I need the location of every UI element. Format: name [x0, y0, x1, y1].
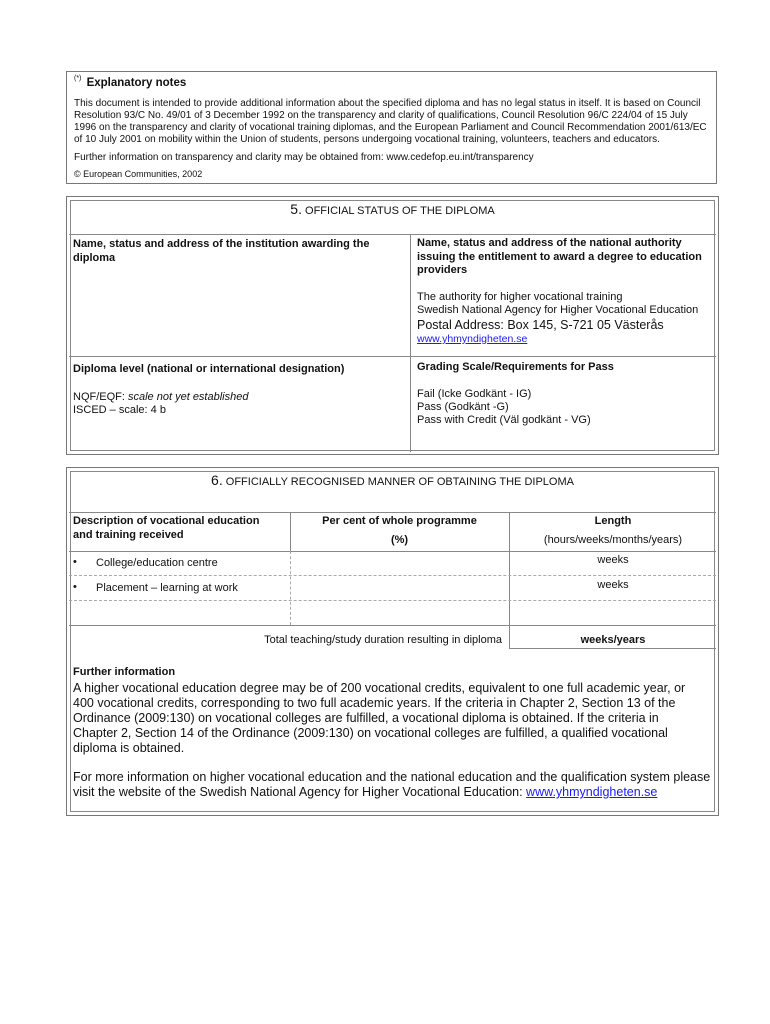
- authority-website-link[interactable]: www.yhmyndigheten.se: [417, 333, 528, 345]
- further-information-title: Further information: [73, 666, 176, 678]
- row-placement-length: weeks: [597, 579, 629, 591]
- col-percent-sub: (%): [390, 534, 409, 546]
- section-5-title: 5. OFFICIAL STATUS OF THE DIPLOMA: [290, 201, 495, 217]
- bullet-icon: •: [73, 581, 77, 593]
- diploma-level-header: Diploma level (national or international designation): [73, 363, 345, 375]
- notes-heading: [74, 76, 710, 89]
- col-description-header: Description of vocational education and training received: [73, 515, 260, 541]
- col-length-header: Length: [594, 515, 632, 527]
- yhmyndigheten-website-link[interactable]: www.yhmyndigheten.se: [526, 785, 658, 799]
- grade-pass-with-credit: Pass with Credit (Väl godkänt - VG): [417, 414, 591, 426]
- more-information-text: For more information on higher vocational education and the national education and the qualification system please visit the website of the Swedish National Agency for Higher Vocational Education: www.yhmyndigheten.se: [73, 770, 711, 799]
- row-placement-label: Placement – learning at work: [96, 582, 238, 594]
- nqf-eqf-line: NQF/EQF: scale not yet established: [73, 391, 249, 403]
- institution-header: Name, status and address of the institution awarding the diploma: [73, 238, 370, 264]
- isced-line: ISCED – scale: 4 b: [73, 404, 166, 416]
- notes-marker: (*): [74, 75, 82, 82]
- total-duration-label: Total teaching/study duration resulting in diploma: [264, 634, 502, 646]
- notes-title: Explanatory notes: [86, 76, 187, 89]
- postal-address: Postal Address: Box 145, S-721 05 Västerås: [417, 318, 664, 332]
- col-length-sub: (hours/weeks/months/years): [543, 534, 683, 546]
- total-duration-value: weeks/years: [580, 634, 646, 646]
- bullet-icon: •: [73, 556, 77, 568]
- section-6-title: 6. OFFICIALLY RECOGNISED MANNER OF OBTAINING THE DIPLOMA: [211, 472, 574, 488]
- row-college-label: College/education centre: [96, 557, 218, 569]
- col-percent-header: Per cent of whole programme: [322, 515, 477, 527]
- authority-header: Name, status and address of the national authority issuing the entitlement to award a degree to education providers: [417, 237, 702, 276]
- further-information-text: A higher vocational education degree may be of 200 vocational credits, equivalent to one full academic year, or 400 vocational credits, corresponding to two full academic years. If the criteria in Chapter 2, Section 13 of the Ordinance (2009:130) on vocational colleges are fulfilled, a vocational diploma is obtained. If the criteria in Chapter 2, Section 14 of the Ordinance (2009:130) on vocational colleges are fulfilled, a qualified vocational diploma is obtained.: [73, 681, 686, 755]
- authority-line-2: Swedish National Agency for Higher Vocational Education: [417, 304, 699, 316]
- grade-fail: Fail (Icke Godkänt - IG): [417, 388, 532, 400]
- grade-pass: Pass (Godkänt -G): [417, 401, 509, 413]
- authority-line-1: The authority for higher vocational training: [417, 291, 623, 303]
- notes-further: Further information on transparency and clarity may be obtained from: www.cedefop.eu.int/transparency: [74, 151, 534, 163]
- explanatory-notes-box: [66, 71, 717, 184]
- row-college-length: weeks: [597, 554, 629, 566]
- grading-header: Grading Scale/Requirements for Pass: [417, 361, 614, 373]
- notes-copyright: © European Communities, 2002: [74, 168, 203, 179]
- notes-body: This document is intended to provide additional information about the specified diploma and has no legal status in itself. It is based on Council Resolution 93/C No. 49/01 of 3 December 1992 on the transparency and clarity of qualifications, Council Resolution 96/C 224/04 of 15 July 1996 on the transparency and clarity of vocational training diplomas, and the European Parliament and Council Recommendation 2001/613/EC of 10 July 2001 on mobility within the Union of students, persons undergoing vocational training, volunteers, teachers and educators.: [74, 97, 707, 146]
